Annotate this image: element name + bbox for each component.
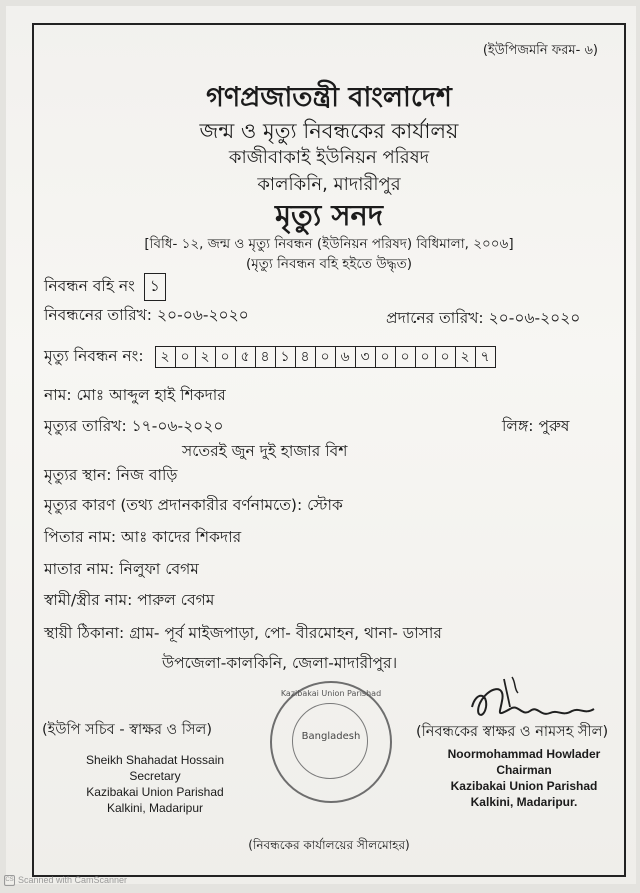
- secretary-sign-label: (ইউপি সচিব - স্বাক্ষর ও সিল): [42, 722, 212, 738]
- office-heading: জন্ম ও মৃত্যু নিবন্ধকের কার্যালয়: [199, 119, 459, 143]
- reg-digit: ৭: [475, 347, 495, 367]
- reg-digit: ২: [160, 348, 170, 365]
- spouse-value: পারুল বেগম: [137, 591, 215, 609]
- reg-digit: ০: [435, 347, 455, 367]
- chairman-title: Chairman: [496, 763, 552, 777]
- union-parishad-seal: [270, 681, 392, 803]
- reg-digit: ১: [275, 347, 295, 367]
- issue-date-value: ২০-০৬-২০২০: [488, 309, 581, 327]
- death-reg-label: মৃত্যু নিবন্ধন নং:: [44, 347, 144, 365]
- spouse-row: [44, 588, 214, 614]
- name-label: নাম:: [44, 386, 72, 404]
- camscanner-watermark: [4, 875, 127, 886]
- watermark-text: Scanned with CamScanner: [18, 875, 128, 885]
- reg-digit: ০: [395, 347, 415, 367]
- mother-value: নিলুফা বেগম: [119, 560, 199, 578]
- death-place-value: নিজ বাড়ি: [116, 466, 178, 484]
- register-book-label: নিবন্ধন বহি নং: [44, 277, 135, 295]
- extract-note: (মৃত্যু নিবন্ধন বহি হইতে উদ্ধৃত): [245, 256, 413, 272]
- death-cause-row: [44, 493, 343, 519]
- reg-digit: ৫: [235, 347, 255, 367]
- name-row: [44, 383, 226, 409]
- register-book-value: ১: [144, 273, 166, 301]
- address-label: স্থায়ী ঠিকানা:: [44, 624, 125, 642]
- chairman-name: Noormohammad Howlader: [447, 747, 601, 761]
- reg-digit: ০: [415, 347, 435, 367]
- father-row: [44, 525, 241, 551]
- gender-row: [502, 414, 569, 440]
- secretary-place: Kalkini, Madaripur: [106, 801, 204, 815]
- spouse-label: স্বামী/স্ত্রীর নাম:: [44, 591, 133, 609]
- reg-digit: ২: [455, 347, 475, 367]
- death-date-row: [44, 414, 223, 440]
- country-heading: গণপ্রজাতন্ত্রী বাংলাদেশ: [206, 82, 452, 113]
- registration-date-value: ২০-০৬-২০২০: [156, 306, 249, 324]
- death-cause-value: স্টোক: [307, 496, 343, 514]
- father-value: আঃ কাদের শিকদার: [121, 528, 242, 546]
- death-reg-row: [44, 344, 496, 370]
- camscanner-logo-icon: CS: [4, 875, 15, 886]
- father-label: পিতার নাম:: [44, 528, 117, 546]
- death-place-label: মৃত্যুর স্থান:: [44, 466, 112, 484]
- chairman-place: Kalkini, Madaripur.: [470, 795, 578, 809]
- death-cause-label: মৃত্যুর কারণ (তথ্য প্রদানকারীর বর্ণনামতে):: [44, 496, 303, 514]
- registration-date-label: নিবন্ধনের তারিখ:: [44, 306, 153, 324]
- name-value: মোঃ আব্দুল হাই শিকদার: [76, 386, 226, 404]
- registrar-sign-label: (নিবন্ধকের স্বাক্ষর ও নামসহ সীল): [416, 724, 609, 740]
- reg-digit: ৪: [255, 347, 275, 367]
- union-heading: কাজীবাকাই ইউনিয়ন পরিষদ: [228, 147, 430, 168]
- secretary-title: Secretary: [129, 769, 181, 783]
- gender-label: লিঙ্গ:: [502, 417, 534, 435]
- seal-center-text: Bangladesh: [301, 731, 361, 742]
- death-date-label: মৃত্যুর তারিখ:: [44, 417, 127, 435]
- location-heading: কালকিনি, মাদারীপুর: [257, 174, 401, 195]
- reg-digit: ৬: [335, 347, 355, 367]
- address-row: [44, 621, 442, 647]
- office-seal-label: (নিবন্ধকের কার্যালয়ের সীলমোহর): [248, 838, 410, 852]
- address-line2: উপজেলা-কালকিনি, জেলা-মাদারীপুর।: [162, 654, 398, 672]
- reg-digit: ০: [375, 347, 395, 367]
- form-tag: (ইউপিজমনি ফরম- ৬): [482, 43, 598, 58]
- certificate-title: মৃত্যু সনদ: [274, 198, 384, 232]
- death-reg-number: [155, 346, 496, 368]
- reg-digit: ০: [315, 347, 335, 367]
- seal-ring-text: Kazibakai Union Parishad: [280, 689, 382, 698]
- death-date-words: সতেরই জুন দুই হাজার বিশ: [182, 442, 348, 460]
- register-book-row: [44, 273, 166, 301]
- reg-digit: ০: [215, 347, 235, 367]
- address-line1: গ্রাম- পূর্ব মাইজপাড়া, পো- বীরমোহন, থানা- ডাসার: [129, 624, 442, 642]
- reg-digit: ৪: [295, 347, 315, 367]
- mother-label: মাতার নাম:: [44, 560, 115, 578]
- death-place-row: [44, 463, 177, 489]
- reg-digit: ৩: [355, 347, 375, 367]
- secretary-name: Sheikh Shahadat Hossain: [85, 753, 225, 767]
- issue-date-row: [386, 306, 580, 332]
- mother-row: [44, 557, 199, 583]
- reg-digit: ২: [195, 347, 215, 367]
- gender-value: পুরুষ: [538, 417, 570, 435]
- certificate-border: [32, 23, 626, 877]
- rule-reference: [বিধি- ১২, জন্ম ও মৃত্যু নিবন্ধন (ইউনিয়ন পরিষদ) বিধিমালা, ২০০৬]: [144, 236, 514, 252]
- reg-digit: ০: [175, 347, 195, 367]
- issue-date-label: প্রদানের তারিখ:: [386, 309, 484, 327]
- death-date-value: ১৭-০৬-২০২০: [131, 417, 224, 435]
- chairman-org: Kazibakai Union Parishad: [450, 779, 598, 793]
- secretary-org: Kazibakai Union Parishad: [86, 785, 224, 799]
- registration-date-row: [44, 303, 249, 329]
- certificate-paper: [6, 6, 636, 884]
